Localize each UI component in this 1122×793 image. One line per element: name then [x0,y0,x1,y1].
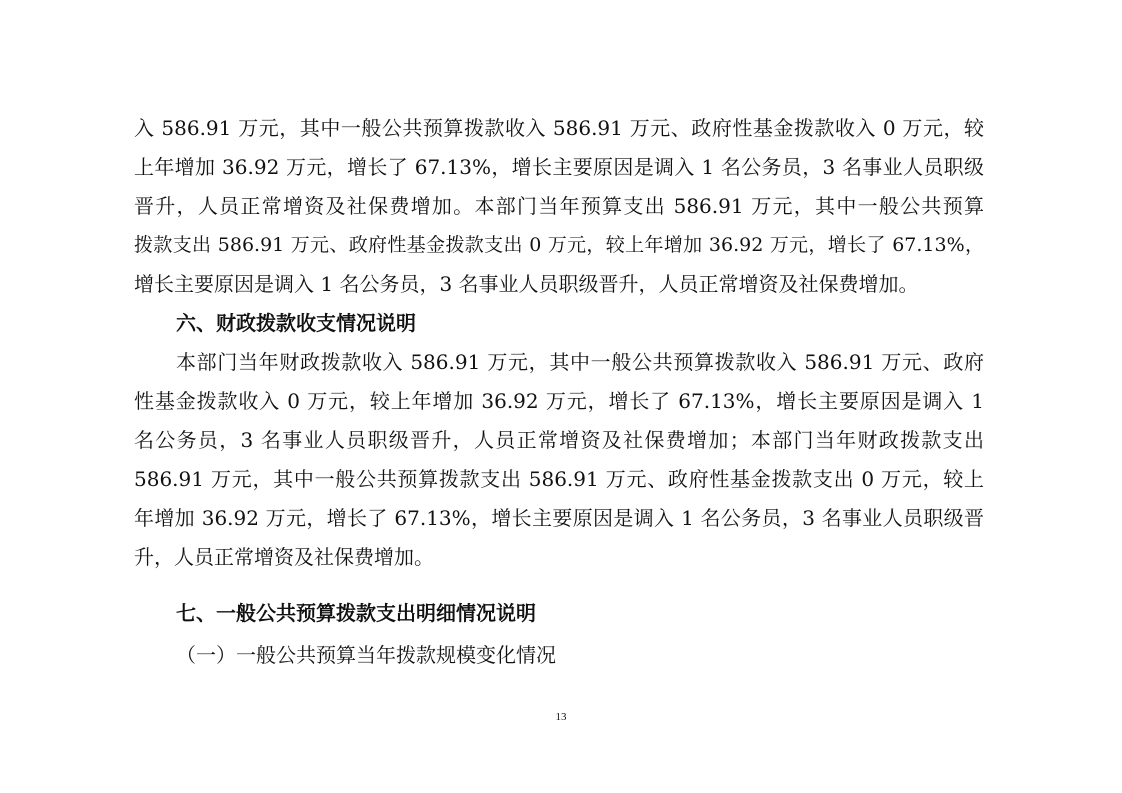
paragraph-line: 升，人员正常增资及社保费增加。 [134,545,434,569]
subsection-heading: （一）一般公共预算当年拨款规模变化情况 [176,643,556,667]
paragraph-line: 拨款支出 586.91 万元、政府性基金拨款支出 0 万元，较上年增加 36.92 万元，增长了 67.13%， [134,234,984,256]
paragraph-line: 晋升，人员正常增资及社保费增加。本部门当年预算支出 586.91 万元，其中一般公共预算 [134,194,984,218]
paragraph-line: 586.91 万元，其中一般公共预算拨款支出 586.91 万元、政府性基金拨款支出 0 万元，较上 [134,467,984,491]
paragraph-line: 上年增加 36.92 万元，增长了 67.13%，增长主要原因是调入 1 名公务员，3 名事业人员职级 [134,155,984,179]
paragraph-line: 本部门当年财政拨款收入 586.91 万元，其中一般公共预算拨款收入 586.91 万元、政府 [176,350,984,374]
page-number: 13 [555,711,567,723]
paragraph-line: 名公务员，3 名事业人员职级晋升，人员正常增资及社保费增加；本部门当年财政拨款支出 [134,428,984,452]
paragraph-line: 性基金拨款收入 0 万元，较上年增加 36.92 万元，增长了 67.13%，增长主要原因是调入 1 [134,389,984,413]
paragraph-line: 年增加 36.92 万元，增长了 67.13%，增长主要原因是调入 1 名公务员，3 名事业人员职级晋 [134,506,984,530]
section-heading-6: 六、财政拨款收支情况说明 [176,311,416,335]
section-heading-7: 七、一般公共预算拨款支出明细情况说明 [176,601,536,625]
paragraph-line: 入 586.91 万元，其中一般公共预算拨款收入 586.91 万元、政府性基金拨款收入 0 万元，较 [134,116,984,140]
paragraph-line: 增长主要原因是调入 1 名公务员，3 名事业人员职级晋升，人员正常增资及社保费增加。 [134,272,919,296]
